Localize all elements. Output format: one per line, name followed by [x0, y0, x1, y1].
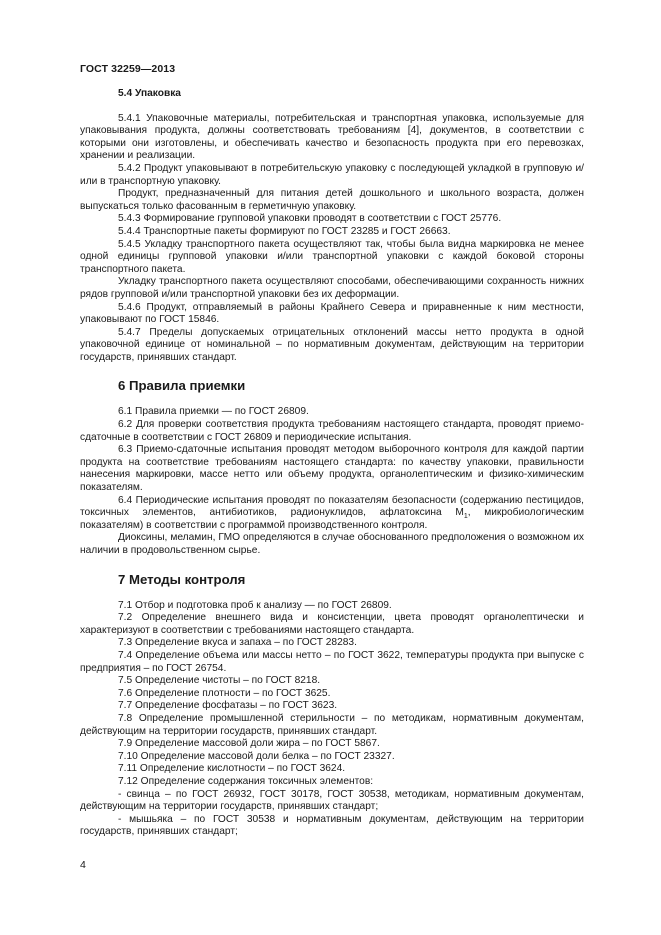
paragraph-6-1: 6.1 Правила приемки — по ГОСТ 26809.: [118, 406, 309, 418]
paragraph-6-2: 6.2 Для проверки соответствия продукта требованиям настоящего стандарта, проводят приемо-сдаточные в соответствии с ГОСТ 26809 и периодические испытания.: [80, 419, 584, 443]
paragraph-6-4: [80, 495, 584, 533]
paragraph-5-4-2-note: Продукт, предназначенный для питания детей дошкольного и школьного возраста, должен выпускаться только фасованным в герметичную упаковку.: [80, 188, 584, 212]
paragraph-5-4-4: 5.4.4 Транспортные пакеты формируют по ГОСТ 23285 и ГОСТ 26663.: [118, 225, 451, 237]
paragraph-5-4-1: 5.4.1 Упаковочные материалы, потребительская и транспортная упаковка, используемые для упаковывания продукта, должны соответствовать требованиям [4], документов, в соответствии с которыми они изготовлены, и обеспечивать качество и безопасность продукта при его перевозках, хранении и реализации.: [80, 112, 584, 162]
page-number: 4: [80, 859, 86, 871]
list-item: - мышьяка – по ГОСТ 30538 и нормативным документам, действующим на территории государств, принявших стандарт;: [80, 813, 584, 838]
list-item: 7.4 Определение объема или массы нетто – по ГОСТ 3622, температуры продукта при выпуске с предприятия – по ГОСТ 26754.: [80, 649, 584, 674]
list-item: 7.10 Определение массовой доли белка – по ГОСТ 23327.: [118, 750, 395, 762]
page-content: [80, 88, 584, 839]
paragraph-5-4-7: 5.4.7 Пределы допускаемых отрицательных отклонений массы нетто продукта в одной упаковочной единице от номинальной – по нормативным документам, действующим на территории государств, принявших стандарт.: [80, 326, 584, 363]
list-item: 7.6 Определение плотности – по ГОСТ 3625.: [118, 687, 331, 699]
paragraph-6-4-text-b: , микробиологическим показателям) в соответствии с программой производственного контроля.: [80, 507, 584, 531]
paragraph-5-4-5: 5.4.5 Укладку транспортного пакета осуществляют так, чтобы была видна маркировка не менее одной единицы групповой упаковки и/или транспортной упаковки с каждой боковой стороны транспортного пакета.: [80, 238, 584, 275]
list-item: 7.12 Определение содержания токсичных элементов:: [118, 775, 374, 787]
paragraph-6-4-note: Диоксины, меламин, ГМО определяются в случае обоснованного предположения о возможном их наличии в продовольственном сырье.: [80, 532, 584, 556]
paragraph-6-3: 6.3 Приемо-сдаточные испытания проводят методом выборочного контроля для каждой партии продукта на соответствие требованиям настоящего стандарта: по качеству упаковки, правильности нанесения маркировки, массе нетто или объему продукта, органолептическим и физико-химическим показателям.: [80, 444, 584, 494]
section-title-7: 7 Методы контроля: [118, 571, 246, 587]
list-item: 7.9 Определение массовой доли жира – по ГОСТ 5867.: [118, 738, 380, 750]
subsection-title-5-4: 5.4 Упаковка: [118, 88, 181, 99]
list-item: 7.11 Определение кислотности – по ГОСТ 3624.: [118, 763, 346, 775]
paragraph-5-4-6: 5.4.6 Продукт, отправляемый в районы Крайнего Севера и приравненные к ним местности, упаковывают по ГОСТ 15846.: [80, 301, 584, 326]
paragraph-5-4-2: 5.4.2 Продукт упаковывают в потребительскую упаковку с последующей укладкой в групповую и/или в транспортную упаковку.: [80, 162, 584, 187]
list-item: - свинца – по ГОСТ 26932, ГОСТ 30178, ГОСТ 30538, методикам, нормативным документам, действующим на территории государств, принявших стандарт;: [80, 788, 584, 813]
list-item: 7.2 Определение внешнего вида и консистенции, цвета проводят органолептически и характеризуют в соответствии с требованиями настоящего стандарта.: [80, 612, 584, 636]
paragraph-6-4-text-a: 6.4 Периодические испытания проводят по показателям безопасности (содержанию пестицидов, токсичных элементов, антибиотиков, радионуклидов, афлатоксина M: [80, 494, 584, 519]
paragraph-5-4-5-note: Укладку транспортного пакета осуществляют способами, обеспечивающими сохранность нижних рядов групповой и/или транспортной упаковки без их деформации.: [80, 276, 584, 300]
list-item: 7.1 Отбор и подготовка проб к анализу — по ГОСТ 26809.: [118, 599, 392, 611]
list-item: 7.5 Определение чистоты – по ГОСТ 8218.: [118, 675, 321, 687]
aflatoxin-subscript: 1: [463, 513, 468, 521]
section-title-6: 6 Правила приемки: [118, 378, 246, 394]
list-item: 7.3 Определение вкуса и запаха – по ГОСТ 28283.: [118, 637, 357, 649]
document-code-header: ГОСТ 32259—2013: [80, 63, 176, 75]
list-item: 7.7 Определение фосфатазы – по ГОСТ 3623.: [118, 700, 338, 712]
list-item: 7.8 Определение промышленной стерильности – по методикам, нормативным документам, действующим на территории государств, принявших стандарт.: [80, 712, 584, 737]
paragraph-5-4-3: 5.4.3 Формирование групповой упаковки проводят в соответствии с ГОСТ 25776.: [118, 213, 502, 225]
